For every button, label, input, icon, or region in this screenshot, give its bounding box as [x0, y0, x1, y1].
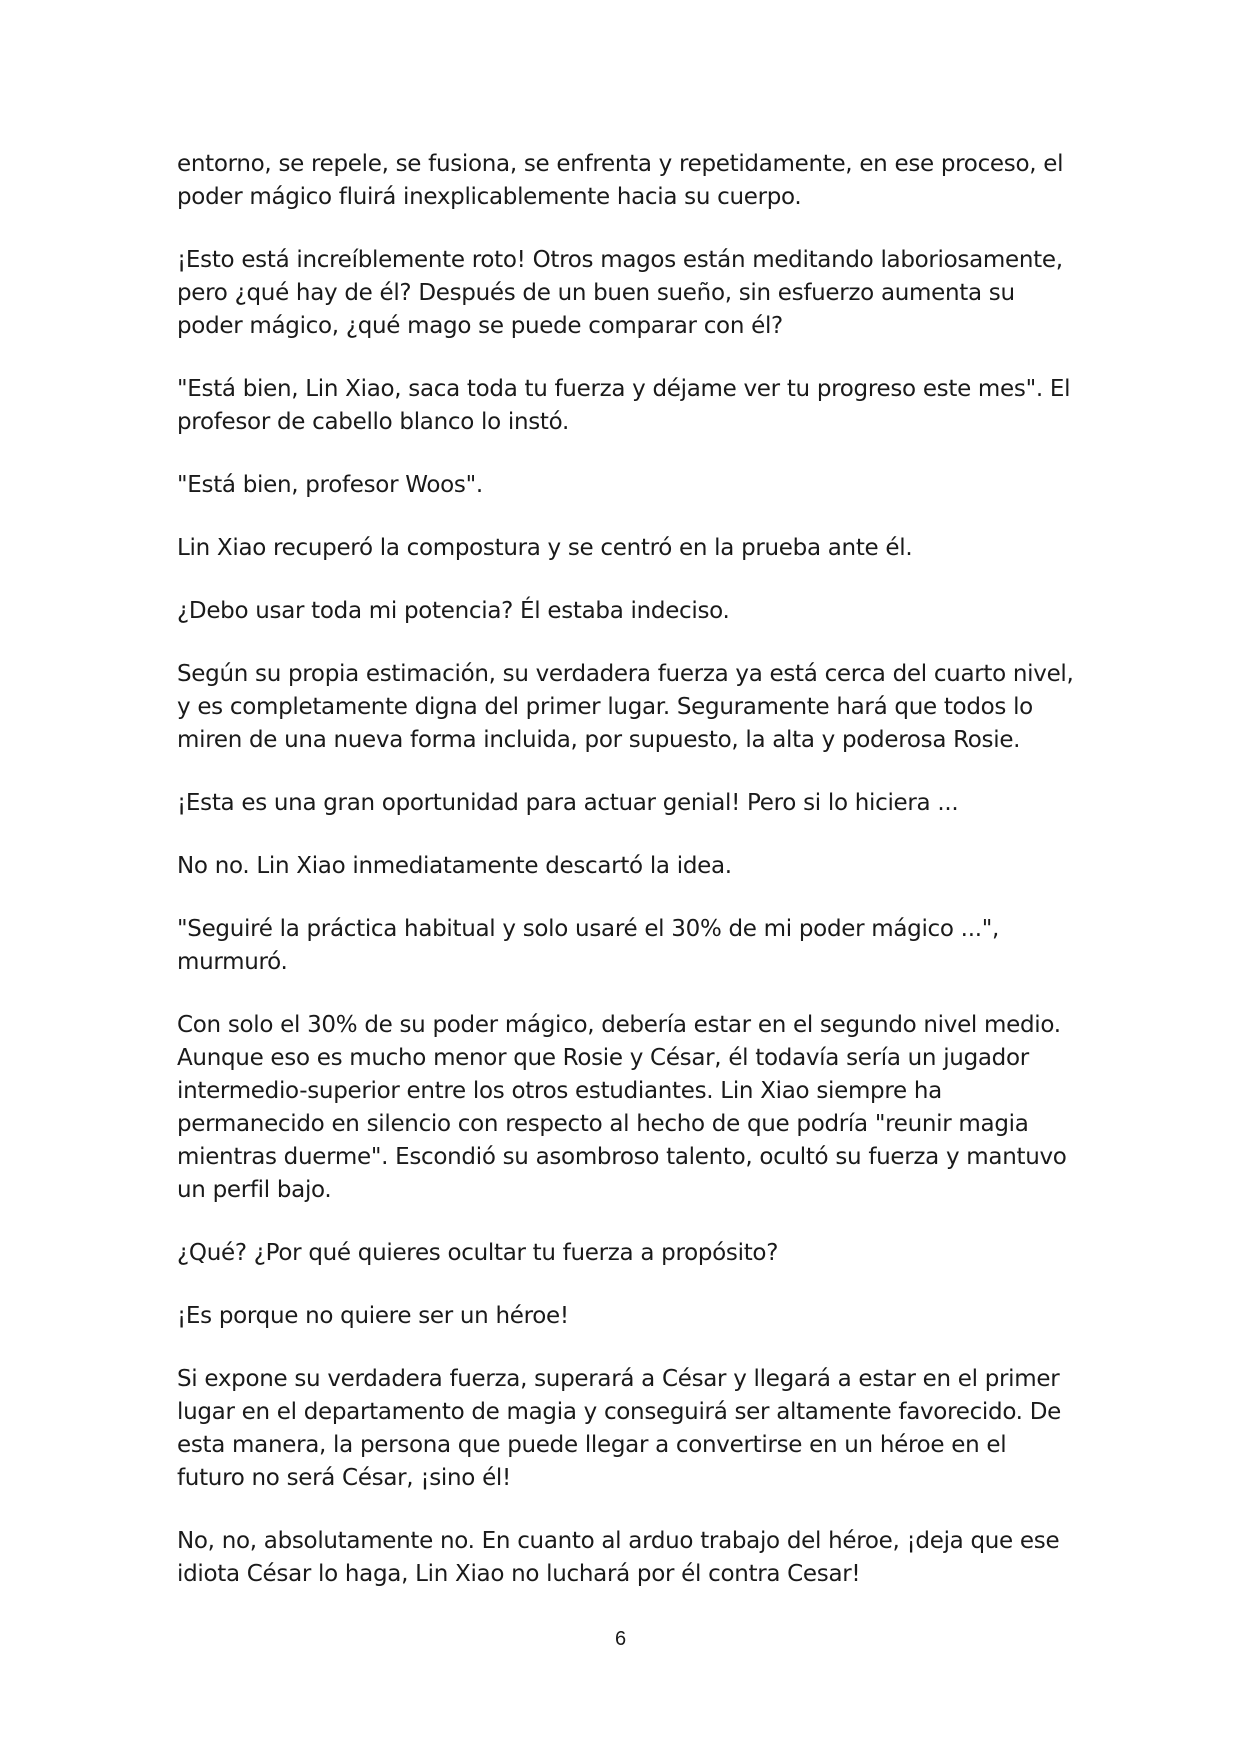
page-body [177, 148, 1077, 1621]
paragraph: No no. Lin Xiao inmediatamente descartó la idea. [177, 853, 732, 879]
paragraph: "Está bien, Lin Xiao, saca toda tu fuerza y déjame ver tu progreso este mes". El profesor de cabello blanco lo instó. [177, 376, 1071, 435]
paragraph: Si expone su verdadera fuerza, superará a César y llegará a estar en el primer lugar en el departamento de magia y conseguirá ser altamente favorecido. De esta manera, la persona que puede llegar a convertirse en un héroe en el futuro no será César, ¡sino él! [177, 1366, 1061, 1491]
paragraph: ¿Qué? ¿Por qué quieres ocultar tu fuerza a propósito? [177, 1240, 779, 1266]
paragraph: ¿Debo usar toda mi potencia? Él estaba indeciso. [177, 598, 730, 624]
paragraph: Con solo el 30% de su poder mágico, debería estar en el segundo nivel medio. Aunque eso es mucho menor que Rosie y César, él todavía sería un jugador intermedio-superior entre los otros estudiantes. Lin Xiao siempre ha permanecido en silencio con respecto al hecho de que podría "reunir magia mientras duerme". Escondió su asombroso talento, ocultó su fuerza y mantuvo un perfil bajo. [177, 1012, 1067, 1203]
paragraph: "Seguiré la práctica habitual y solo usaré el 30% de mi poder mágico ...", murmuró. [177, 916, 1000, 975]
paragraph: "Está bien, profesor Woos". [177, 472, 483, 498]
paragraph: Según su propia estimación, su verdadera fuerza ya está cerca del cuarto nivel, y es completamente digna del primer lugar. Seguramente hará que todos lo miren de una nueva forma incluida, por supuesto, la alta y poderosa Rosie. [177, 661, 1074, 753]
paragraph: ¡Es porque no quiere ser un héroe! [177, 1303, 569, 1329]
paragraph: No, no, absolutamente no. En cuanto al arduo trabajo del héroe, ¡deja que ese idiota César lo haga, Lin Xiao no luchará por él contra Cesar! [177, 1528, 1060, 1587]
paragraph: ¡Esto está increíblemente roto! Otros magos están meditando laboriosamente, pero ¿qué hay de él? Después de un buen sueño, sin esfuerzo aumenta su poder mágico, ¿qué mago se puede comparar con él? [177, 247, 1063, 339]
paragraph: ¡Esta es una gran oportunidad para actuar genial! Pero si lo hiciera ... [177, 790, 959, 816]
page-number: 6 [614, 1628, 627, 1650]
paragraph: Lin Xiao recuperó la compostura y se centró en la prueba ante él. [177, 535, 913, 561]
paragraph: entorno, se repele, se fusiona, se enfrenta y repetidamente, en ese proceso, el poder mágico fluirá inexplicablemente hacia su cuerpo. [177, 151, 1064, 210]
